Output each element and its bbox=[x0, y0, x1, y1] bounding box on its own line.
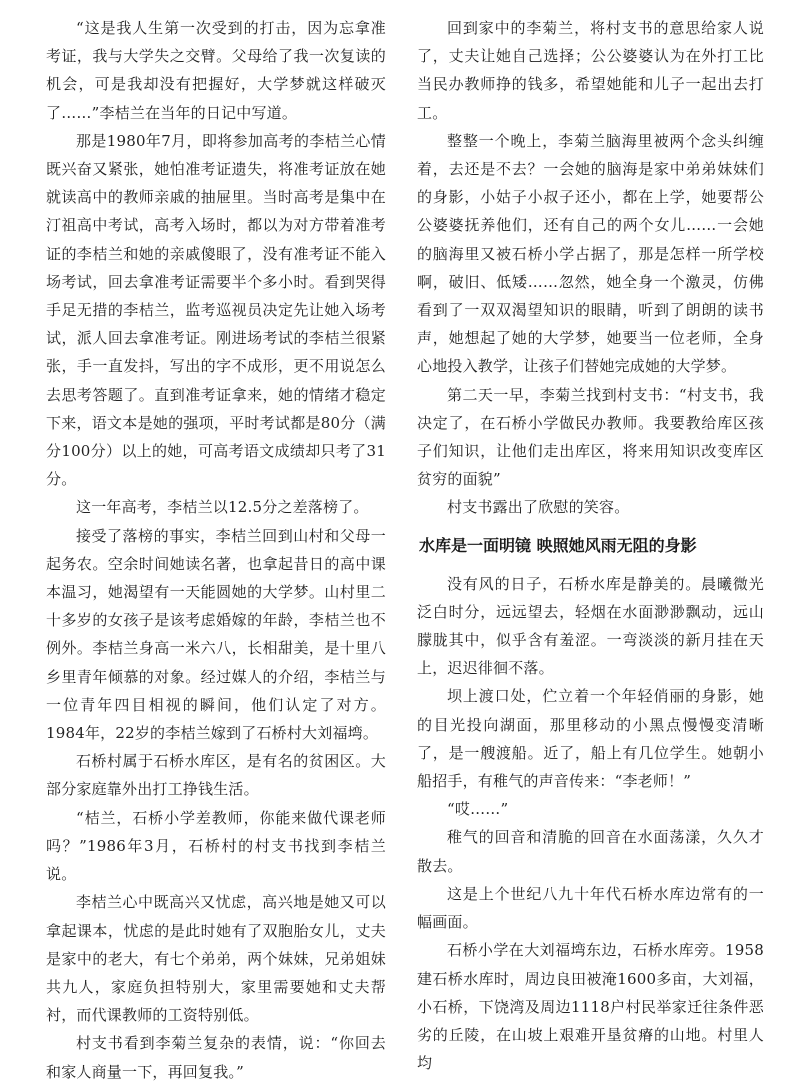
article-paragraph: 石桥小学在大刘福塆东边，石桥水库旁。1958建石桥水库时，周边良田被淹1600多亩，大刘福，小石桥，下饶湾及周边1118户村民举家迁往条件恶劣的丘陵，在山坡上艰难开垦贫瘠的山地。村里人均 bbox=[417, 941, 764, 1073]
article-paragraph: 第二天一早，李菊兰找到村支书：“村支书，我决定了，在石桥小学做民办教师。我要教给库区孩子们知识，让他们走出库区，将来用知识改变库区贫穷的面貌” bbox=[417, 385, 764, 489]
section-heading: 水库是一面明镜 映照她风雨无阻的身影 bbox=[419, 535, 697, 555]
article-paragraph: “桔兰，石桥小学差教师，你能来做代课老师吗？”1986年3月，石桥村的村支书找到李桔兰说。 bbox=[46, 808, 386, 884]
article-paragraph: 这是上个世纪八九十年代石桥水库边常有的一幅画面。 bbox=[417, 884, 764, 932]
article-paragraph: 石桥村属于石桥水库区，是有名的贫困区。大部分家庭靠外出打工挣钱生活。 bbox=[46, 752, 386, 799]
article-paragraph: 这一年高考，李桔兰以12.5分之差落榜了。 bbox=[76, 498, 369, 517]
article-paragraph: 坝上渡口处，伫立着一个年轻俏丽的身影，她的目光投向湖面，那里移动的小黑点慢慢变清晰了，是一艘渡船。近了，船上有几位学生。她朝小船招手，有稚气的声音传来：“李老师！” bbox=[417, 687, 764, 791]
article-paragraph: 稚气的回音和清脆的回音在水面荡漾，久久才散去。 bbox=[417, 828, 764, 875]
left-column bbox=[46, 14, 386, 1086]
article-paragraph: 那是1980年7月，即将参加高考的李桔兰心情既兴奋又紧张，她怕准考证遗失，将准考证放在她就读高中的教师亲戚的抽屉里。当时高考是集中在汀祖高中考试，高考入场时，都以为对方带着准考证的李桔兰和她的亲戚傻眼了，没有准考证不能入场考试，回去拿准考证需要半个多小时。看到哭得手足无措的李桔兰，监考巡视员决定先让她入场考试，派人回去拿准考证。刚进场考试的李桔兰很紧张，手一直发抖，写出的字不成形，更不用说怎么去思考答题了。直到准考证拿来，她的情绪才稳定下来，语文本是她的强项，平时考试都是80分（满分100分）以上的她，可高考语文成绩却只考了31分。 bbox=[46, 131, 386, 489]
article-paragraph: 李桔兰心中既高兴又忧虑，高兴地是她又可以拿起课本，忧虑的是此时她有了双胞胎女儿，丈夫是家中的老大，有七个弟弟，两个妹妹，兄弟姐妹共九人，家庭负担特别大，家里需要她和丈夫帮衬，而代课教师的工资特别低。 bbox=[46, 893, 386, 1025]
article-paragraph: 没有风的日子，石桥水库是静美的。晨曦微光泛白时分，远远望去，轻烟在水面渺渺飘动，远山朦胧其中，似乎含有羞涩。一弯淡淡的新月挂在天上，迟迟徘徊不落。 bbox=[417, 574, 764, 678]
right-column bbox=[417, 14, 764, 1077]
article-paragraph: 村支书看到李菊兰复杂的表情，说：“你回去和家人商量一下，再回复我。” bbox=[46, 1034, 386, 1081]
article-paragraph: 村支书露出了欣慰的笑容。 bbox=[447, 498, 630, 517]
article-paragraph: 整整一个晚上，李菊兰脑海里被两个念头纠缠着，去还是不去？一会她的脑海是家中弟弟妹妹们的身影，小姑子小叔子还小，都在上学，她要帮公公婆婆抚养他们，还有自己的两个女儿……一会她的脑海里又被石桥小学占据了，那是怎样一所学校啊，破旧、低矮……忽然，她全身一个激灵，仿佛看到了一双双渴望知识的眼睛，听到了朗朗的读书声，她想起了她的大学梦，她要当一位老师，全身心地投入教学，让孩子们替她完成她的大学梦。 bbox=[417, 131, 764, 376]
article-paragraph: “这是我人生第一次受到的打击，因为忘拿准考证，我与大学失之交臂。父母给了我一次复读的机会，可是我却没有把握好，大学梦就这样破灭了……”李桔兰在当年的日记中写道。 bbox=[46, 19, 386, 122]
article-paragraph: 回到家中的李菊兰，将村支书的意思给家人说了，丈夫让她自己选择；公公婆婆认为在外打工比当民办教师挣的钱多，希望她能和儿子一起出去打工。 bbox=[417, 19, 764, 122]
article-paragraph: 接受了落榜的事实，李桔兰回到山村和父母一起务农。空余时间她读名著，也拿起昔日的高中课本温习，她渴望有一天能圆她的大学梦。山村里二十多岁的女孩子是该考虑婚嫁的年龄，李桔兰也不例外。李桔兰身高一米六八，长相甜美，是十里八乡里青年倾慕的对象。经过媒人的介绍，李桔兰与一位青年四目相视的瞬间，他们认定了对方。1984年，22岁的李桔兰嫁到了石桥村大刘福塆。 bbox=[46, 526, 386, 743]
article-paragraph: “哎……” bbox=[447, 800, 509, 819]
